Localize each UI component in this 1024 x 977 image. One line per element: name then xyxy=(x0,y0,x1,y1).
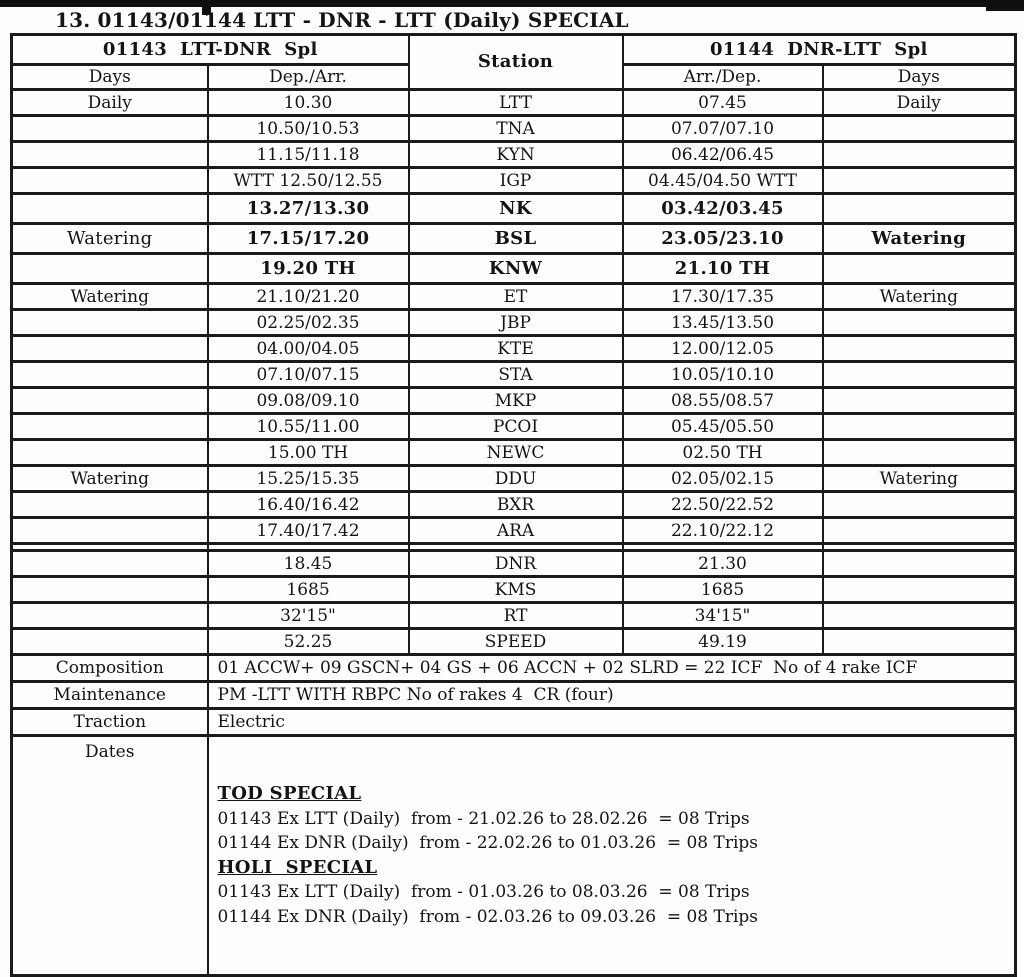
dep-arr-cell: 04.00/04.05 xyxy=(208,336,409,362)
station-cell: ET xyxy=(409,284,623,310)
days-right-cell: Watering xyxy=(823,224,1016,254)
arr-dep-cell: 34'15" xyxy=(623,603,823,629)
station-cell: BSL xyxy=(409,224,623,254)
days-right-cell xyxy=(823,336,1016,362)
days-left-cell: Daily xyxy=(12,90,208,116)
dates-section-heading: HOLI SPECIAL xyxy=(217,856,378,878)
station-row xyxy=(12,388,1016,414)
arr-dep-cell: 22.50/22.52 xyxy=(623,492,823,518)
train-header-row xyxy=(12,35,1016,65)
dates-trip-line: 01143 Ex LTT (Daily) from - 21.02.26 to 28.02.26 = 08 Trips xyxy=(217,808,750,829)
dates-trip-line: 01144 Ex DNR (Daily) from - 22.02.26 to 01.03.26 = 08 Trips xyxy=(217,833,759,854)
station-cell: PCOI xyxy=(409,414,623,440)
spacer-cell xyxy=(823,544,1016,551)
days-left-cell xyxy=(12,310,208,336)
station-cell: DNR xyxy=(409,551,623,577)
station-cell: NEWC xyxy=(409,440,623,466)
spacer-cell xyxy=(12,544,208,551)
arr-dep-cell: 1685 xyxy=(623,577,823,603)
station-cell: IGP xyxy=(409,168,623,194)
traction-value: Electric xyxy=(208,709,1016,736)
dep-arr-cell: 11.15/11.18 xyxy=(208,142,409,168)
dep-arr-cell: 10.50/10.53 xyxy=(208,116,409,142)
days-left-cell xyxy=(12,116,208,142)
station-row xyxy=(12,90,1016,116)
dep-arr-cell: 15.00 TH xyxy=(208,440,409,466)
dep-arr-cell: 07.10/07.15 xyxy=(208,362,409,388)
dep-arr-cell: 15.25/15.35 xyxy=(208,466,409,492)
days-right-cell: Watering xyxy=(823,284,1016,310)
station-row xyxy=(12,629,1016,655)
info-rows-body xyxy=(12,655,1016,976)
days-left-cell xyxy=(12,142,208,168)
dep-arr-cell: 10.55/11.00 xyxy=(208,414,409,440)
arr-dep-cell: 08.55/08.57 xyxy=(623,388,823,414)
dep-arr-cell: 18.45 xyxy=(208,551,409,577)
days-right-cell xyxy=(823,518,1016,544)
arr-dep-cell: 21.10 TH xyxy=(623,254,823,284)
arr-dep-cell: 17.30/17.35 xyxy=(623,284,823,310)
days-right-cell xyxy=(823,388,1016,414)
dep-arr-cell: 32'15" xyxy=(208,603,409,629)
spacer-cell xyxy=(623,544,823,551)
station-cell: STA xyxy=(409,362,623,388)
station-cell: KTE xyxy=(409,336,623,362)
station-row xyxy=(12,284,1016,310)
days-left-cell xyxy=(12,629,208,655)
spacer-cell xyxy=(208,544,409,551)
days-left-cell: Watering xyxy=(12,224,208,254)
traction-label: Traction xyxy=(12,709,208,736)
station-cell: JBP xyxy=(409,310,623,336)
top-scan-bar-right-block xyxy=(986,0,1024,11)
station-row xyxy=(12,414,1016,440)
days-left-cell xyxy=(12,518,208,544)
left-days-header: Days xyxy=(12,65,208,90)
days-left-cell xyxy=(12,492,208,518)
station-cell: ARA xyxy=(409,518,623,544)
dep-arr-cell: 1685 xyxy=(208,577,409,603)
station-cell: KNW xyxy=(409,254,623,284)
days-right-cell xyxy=(823,142,1016,168)
days-left-cell xyxy=(12,603,208,629)
days-left-cell: Watering xyxy=(12,284,208,310)
days-right-cell xyxy=(823,551,1016,577)
days-right-cell xyxy=(823,492,1016,518)
right-train-header: 01144 DNR-LTT Spl xyxy=(623,35,1016,65)
timetable xyxy=(10,33,1017,977)
dates-label: Dates xyxy=(12,736,208,976)
days-left-cell xyxy=(12,254,208,284)
station-row xyxy=(12,551,1016,577)
arr-dep-cell: 23.05/23.10 xyxy=(623,224,823,254)
days-left-cell xyxy=(12,577,208,603)
station-row xyxy=(12,518,1016,544)
days-right-cell: Watering xyxy=(823,466,1016,492)
days-right-cell xyxy=(823,414,1016,440)
station-row xyxy=(12,254,1016,284)
station-cell: KMS xyxy=(409,577,623,603)
days-left-cell xyxy=(12,414,208,440)
station-cell: RT xyxy=(409,603,623,629)
station-column-header: Station xyxy=(409,35,623,90)
days-right-cell xyxy=(823,440,1016,466)
station-row xyxy=(12,194,1016,224)
days-left-cell xyxy=(12,440,208,466)
days-left-cell xyxy=(12,388,208,414)
station-cell: KYN xyxy=(409,142,623,168)
days-left-cell xyxy=(12,362,208,388)
days-right-cell xyxy=(823,116,1016,142)
dep-arr-cell: 21.10/21.20 xyxy=(208,284,409,310)
right-times-header: Arr./Dep. xyxy=(623,65,823,90)
arr-dep-cell: 05.45/05.50 xyxy=(623,414,823,440)
dep-arr-cell: 52.25 xyxy=(208,629,409,655)
arr-dep-cell: 49.19 xyxy=(623,629,823,655)
dep-arr-cell: 13.27/13.30 xyxy=(208,194,409,224)
left-times-header: Dep./Arr. xyxy=(208,65,409,90)
arr-dep-cell: 02.50 TH xyxy=(623,440,823,466)
station-cell: SPEED xyxy=(409,629,623,655)
maintenance-value: PM -LTT WITH RBPC No of rakes 4 CR (four) xyxy=(208,682,1016,709)
arr-dep-cell: 03.42/03.45 xyxy=(623,194,823,224)
right-days-header: Days xyxy=(823,65,1016,90)
arr-dep-cell: 04.45/04.50 WTT xyxy=(623,168,823,194)
maintenance-label: Maintenance xyxy=(12,682,208,709)
dates-section-heading: TOD SPECIAL xyxy=(217,783,362,805)
station-row xyxy=(12,224,1016,254)
station-cell: NK xyxy=(409,194,623,224)
days-right-cell xyxy=(823,362,1016,388)
dep-arr-cell: 16.40/16.42 xyxy=(208,492,409,518)
dates-trip-line: 01143 Ex LTT (Daily) from - 01.03.26 to 08.03.26 = 08 Trips xyxy=(217,882,750,903)
spacer-row xyxy=(12,544,1016,551)
station-row xyxy=(12,168,1016,194)
maintenance-row xyxy=(12,682,1016,709)
dep-arr-cell: 17.15/17.20 xyxy=(208,224,409,254)
top-scan-bar xyxy=(0,0,1024,7)
arr-dep-cell: 02.05/02.15 xyxy=(623,466,823,492)
station-row xyxy=(12,362,1016,388)
arr-dep-cell: 21.30 xyxy=(623,551,823,577)
station-row xyxy=(12,440,1016,466)
dates-row xyxy=(12,736,1016,976)
arr-dep-cell: 06.42/06.45 xyxy=(623,142,823,168)
station-rows-body xyxy=(12,90,1016,655)
page-title: 13. 01143/01144 LTT - DNR - LTT (Daily) SPECIAL xyxy=(55,8,629,32)
arr-dep-cell: 07.45 xyxy=(623,90,823,116)
station-cell: TNA xyxy=(409,116,623,142)
days-left-cell xyxy=(12,336,208,362)
days-left-cell xyxy=(12,168,208,194)
arr-dep-cell: 12.00/12.05 xyxy=(623,336,823,362)
station-row xyxy=(12,336,1016,362)
traction-row xyxy=(12,709,1016,736)
spacer-cell xyxy=(409,544,623,551)
dep-arr-cell: 10.30 xyxy=(208,90,409,116)
days-right-cell xyxy=(823,629,1016,655)
arr-dep-cell: 13.45/13.50 xyxy=(623,310,823,336)
dep-arr-cell: 19.20 TH xyxy=(208,254,409,284)
arr-dep-cell: 07.07/07.10 xyxy=(623,116,823,142)
station-row xyxy=(12,466,1016,492)
station-row xyxy=(12,577,1016,603)
station-row xyxy=(12,492,1016,518)
station-row xyxy=(12,603,1016,629)
dep-arr-cell: WTT 12.50/12.55 xyxy=(208,168,409,194)
station-row xyxy=(12,142,1016,168)
days-right-cell xyxy=(823,310,1016,336)
composition-row xyxy=(12,655,1016,682)
station-cell: DDU xyxy=(409,466,623,492)
days-right-cell: Daily xyxy=(823,90,1016,116)
station-row xyxy=(12,310,1016,336)
dep-arr-cell: 09.08/09.10 xyxy=(208,388,409,414)
days-right-cell xyxy=(823,577,1016,603)
station-row xyxy=(12,116,1016,142)
arr-dep-cell: 10.05/10.10 xyxy=(623,362,823,388)
station-cell: MKP xyxy=(409,388,623,414)
days-right-cell xyxy=(823,194,1016,224)
days-left-cell xyxy=(12,194,208,224)
days-right-cell xyxy=(823,168,1016,194)
arr-dep-cell: 22.10/22.12 xyxy=(623,518,823,544)
composition-label: Composition xyxy=(12,655,208,682)
dep-arr-cell: 02.25/02.35 xyxy=(208,310,409,336)
composition-value: 01 ACCW+ 09 GSCN+ 04 GS + 06 ACCN + 02 SLRD = 22 ICF No of 4 rake ICF xyxy=(208,655,1016,682)
dates-trip-line: 01144 Ex DNR (Daily) from - 02.03.26 to 09.03.26 = 08 Trips xyxy=(217,906,759,927)
days-right-cell xyxy=(823,254,1016,284)
days-left-cell xyxy=(12,551,208,577)
dep-arr-cell: 17.40/17.42 xyxy=(208,518,409,544)
left-train-header: 01143 LTT-DNR Spl xyxy=(12,35,409,65)
dates-lines-container xyxy=(218,782,1009,929)
days-right-cell xyxy=(823,603,1016,629)
dates-value xyxy=(208,736,1016,976)
days-left-cell: Watering xyxy=(12,466,208,492)
station-cell: BXR xyxy=(409,492,623,518)
station-cell: LTT xyxy=(409,90,623,116)
